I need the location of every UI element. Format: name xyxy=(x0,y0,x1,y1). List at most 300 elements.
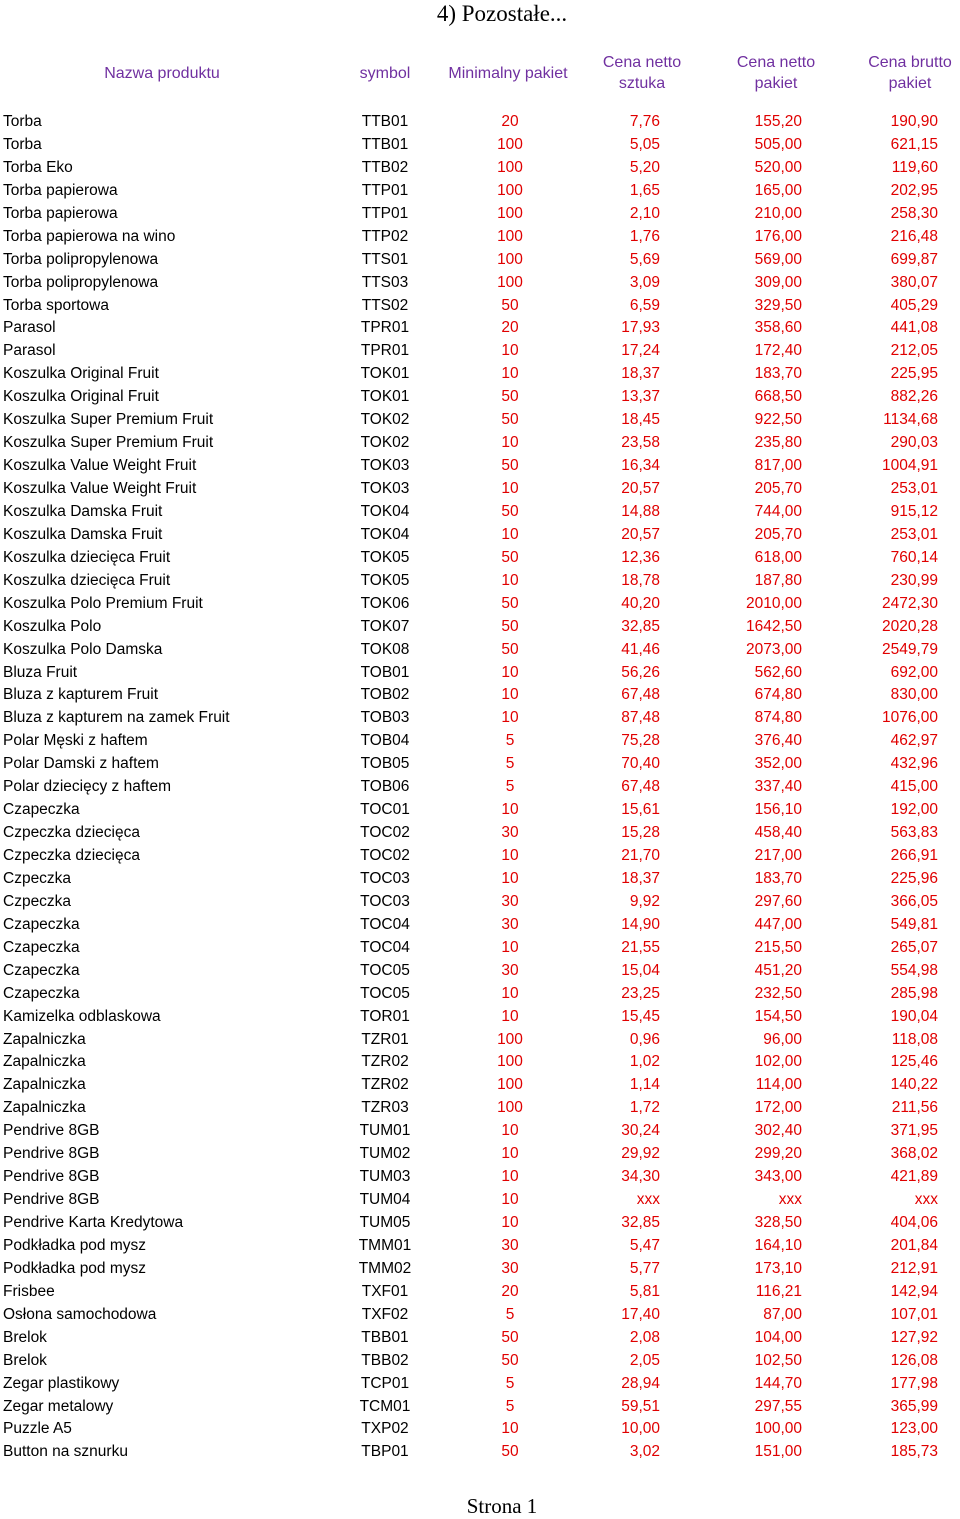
table-row xyxy=(0,914,960,937)
min-package-cell: 10 xyxy=(501,1145,519,1163)
symbol-cell: TBB02 xyxy=(361,1351,409,1369)
net-package-price-cell: 164,10 xyxy=(754,1236,802,1254)
table-row xyxy=(0,1396,960,1419)
table-row xyxy=(0,799,960,822)
symbol-cell: TOK04 xyxy=(360,525,410,543)
table-row xyxy=(0,1418,960,1441)
table-row xyxy=(0,1350,960,1373)
net-unit-price-cell: 2,08 xyxy=(629,1328,660,1346)
symbol-cell: TZR02 xyxy=(361,1076,409,1094)
gross-package-price-cell: 285,98 xyxy=(890,984,938,1002)
product-name-cell: Torba xyxy=(3,113,42,130)
net-package-price-cell: 183,70 xyxy=(754,869,802,887)
net-package-price-cell: 96,00 xyxy=(763,1030,802,1048)
net-package-price-cell: 87,00 xyxy=(763,1305,802,1323)
product-name-cell: Bluza Fruit xyxy=(3,663,78,681)
net-unit-price-cell: 5,05 xyxy=(629,135,660,153)
header-gross-package xyxy=(850,52,960,94)
gross-package-price-cell: 212,91 xyxy=(890,1259,938,1277)
product-name-cell: Koszulka Original Fruit xyxy=(3,388,159,406)
symbol-cell: TOC04 xyxy=(360,938,410,956)
gross-package-price-cell: 216,48 xyxy=(890,227,938,245)
product-name-cell: Czapeczka xyxy=(3,984,80,1002)
table-row xyxy=(0,776,960,799)
product-name-cell: Torba papierowa na wino xyxy=(3,227,176,245)
min-package-cell: 10 xyxy=(501,1007,519,1025)
min-package-cell: 5 xyxy=(505,778,515,796)
min-package-cell: 5 xyxy=(505,755,515,773)
table-row xyxy=(0,730,960,753)
net-unit-price-cell: 5,81 xyxy=(629,1282,660,1300)
table-row xyxy=(0,868,960,891)
net-unit-price-cell: 13,37 xyxy=(621,388,660,406)
net-unit-price-cell: 3,09 xyxy=(629,273,660,291)
gross-package-price-cell: 415,00 xyxy=(890,778,938,796)
net-package-price-cell: 2010,00 xyxy=(745,594,802,612)
product-name-cell: Pendrive 8GB xyxy=(3,1145,100,1163)
table-row xyxy=(0,157,960,180)
min-package-cell: 10 xyxy=(501,663,519,681)
product-name-cell: Czpeczka xyxy=(3,869,72,887)
symbol-cell: TUM01 xyxy=(359,1122,411,1140)
gross-package-price-cell: 405,29 xyxy=(890,296,938,314)
min-package-cell: 50 xyxy=(501,1328,519,1346)
product-name-cell: Koszulka Super Premium Fruit xyxy=(3,434,214,452)
net-package-price-cell: 100,00 xyxy=(754,1420,802,1438)
min-package-cell: 50 xyxy=(501,640,519,658)
net-unit-price-cell: 5,20 xyxy=(629,158,660,176)
gross-package-price-cell: 123,00 xyxy=(890,1420,938,1438)
gross-package-price-cell: 549,81 xyxy=(890,915,938,933)
symbol-cell: TOC01 xyxy=(360,801,410,819)
symbol-cell: TTB02 xyxy=(361,158,409,176)
page-footer: Strona 1 xyxy=(466,1494,538,1518)
gross-package-price-cell: 192,00 xyxy=(890,801,938,819)
gross-package-price-cell: 225,95 xyxy=(890,365,938,383)
gross-package-price-cell: 265,07 xyxy=(890,938,938,956)
product-name-cell: Podkładka pod mysz xyxy=(3,1236,147,1254)
net-unit-price-cell: 75,28 xyxy=(621,732,660,750)
gross-package-price-cell: 1134,68 xyxy=(883,411,938,429)
symbol-cell: TTS01 xyxy=(361,250,409,268)
product-name-cell: Torba papierowa xyxy=(3,204,118,222)
gross-package-price-cell: 118,08 xyxy=(891,1030,938,1048)
symbol-cell: TXF01 xyxy=(361,1282,409,1300)
symbol-cell: TOC02 xyxy=(360,824,410,842)
table-row xyxy=(0,1074,960,1097)
symbol-cell: TOB01 xyxy=(360,663,410,681)
symbol-cell: TMM01 xyxy=(358,1236,412,1254)
net-package-price-cell: 154,50 xyxy=(754,1007,802,1025)
table-row xyxy=(0,1373,960,1396)
header-net-unit-line2: sztuka xyxy=(618,75,666,92)
product-name-cell: Zegar plastikowy xyxy=(3,1374,120,1392)
table-row xyxy=(0,1235,960,1258)
net-package-price-cell: 520,00 xyxy=(754,158,802,176)
symbol-cell: TZR02 xyxy=(361,1053,409,1071)
min-package-cell: 10 xyxy=(501,365,519,383)
gross-package-price-cell: 432,96 xyxy=(890,755,938,773)
gross-package-price-cell: 253,01 xyxy=(890,480,938,497)
product-name-cell: Torba papierowa xyxy=(3,181,118,199)
gross-package-price-cell: 190,90 xyxy=(890,113,938,130)
min-package-cell: 10 xyxy=(501,1122,519,1140)
net-unit-price-cell: 41,46 xyxy=(621,640,660,658)
header-product-name: Nazwa produktu xyxy=(104,65,220,82)
net-package-price-cell: 116,21 xyxy=(755,1282,802,1300)
net-unit-price-cell: 0,96 xyxy=(629,1030,660,1048)
table-row xyxy=(0,1166,960,1189)
table-row xyxy=(0,340,960,363)
header-symbol: symbol xyxy=(359,65,411,82)
symbol-cell: TOK03 xyxy=(360,457,410,475)
product-name-cell: Czapeczka xyxy=(3,938,80,956)
net-package-price-cell: 562,60 xyxy=(754,663,802,681)
table-row xyxy=(0,295,960,318)
symbol-cell: TOK06 xyxy=(360,594,410,612)
gross-package-price-cell: 230,99 xyxy=(890,571,938,589)
symbol-cell: TOC03 xyxy=(360,892,410,910)
min-package-cell: 10 xyxy=(501,1420,519,1438)
net-package-price-cell: 668,50 xyxy=(754,388,802,406)
net-package-price-cell: 744,00 xyxy=(754,502,802,520)
net-unit-price-cell: 1,14 xyxy=(629,1076,660,1094)
net-unit-price-cell: 15,61 xyxy=(621,801,660,819)
net-package-price-cell: 458,40 xyxy=(754,824,802,842)
table-header xyxy=(0,52,960,98)
header-net-package-line1: Cena netto xyxy=(736,54,816,71)
table-row xyxy=(0,1327,960,1350)
table-row xyxy=(0,1304,960,1327)
product-name-cell: Pendrive Karta Kredytowa xyxy=(3,1214,184,1231)
product-name-cell: Torba sportowa xyxy=(3,296,109,314)
net-unit-price-cell: 2,10 xyxy=(629,204,660,222)
table-row xyxy=(0,1258,960,1281)
net-package-price-cell: 302,40 xyxy=(754,1122,802,1140)
table-row xyxy=(0,593,960,616)
symbol-cell: TOK01 xyxy=(360,365,410,383)
gross-package-price-cell: 563,83 xyxy=(890,824,938,842)
gross-package-price-cell: 1076,00 xyxy=(881,709,938,727)
table-row xyxy=(0,226,960,249)
min-package-cell: 50 xyxy=(501,411,519,429)
symbol-cell: TTB01 xyxy=(361,135,409,153)
symbol-cell: TOR01 xyxy=(360,1007,410,1025)
product-name-cell: Polar dziecięcy z haftem xyxy=(3,778,171,796)
gross-package-price-cell: 212,05 xyxy=(890,342,938,360)
net-package-price-cell: 329,50 xyxy=(754,296,802,314)
table-row xyxy=(0,960,960,983)
symbol-cell: TTB01 xyxy=(361,113,409,130)
net-unit-price-cell: 23,58 xyxy=(621,434,660,452)
gross-package-price-cell: 253,01 xyxy=(890,525,938,543)
net-unit-price-cell: 40,20 xyxy=(621,594,660,612)
net-package-price-cell: 176,00 xyxy=(754,227,802,245)
product-name-cell: Koszulka dziecięca Fruit xyxy=(3,571,171,589)
table-row xyxy=(0,891,960,914)
net-package-price-cell: 358,60 xyxy=(754,319,802,337)
net-unit-price-cell: 29,92 xyxy=(621,1145,660,1163)
gross-package-price-cell: 882,26 xyxy=(890,388,938,406)
net-unit-price-cell: 3,02 xyxy=(629,1443,660,1461)
net-package-price-cell: 151,00 xyxy=(754,1443,802,1461)
gross-package-price-cell: 258,30 xyxy=(890,204,938,222)
gross-package-price-cell: 107,01 xyxy=(890,1305,938,1323)
min-package-cell: 30 xyxy=(501,1259,519,1277)
symbol-cell: TOC04 xyxy=(360,915,410,933)
product-name-cell: Polar Męski z haftem xyxy=(3,732,148,750)
table-row xyxy=(0,1143,960,1166)
min-package-cell: 50 xyxy=(501,1351,519,1369)
net-unit-price-cell: 18,45 xyxy=(621,411,660,429)
net-unit-price-cell: 1,65 xyxy=(629,181,660,199)
header-net-package xyxy=(716,52,836,94)
min-package-cell: 20 xyxy=(501,113,519,130)
min-package-cell: 50 xyxy=(501,594,519,612)
table-row xyxy=(0,753,960,776)
net-package-price-cell: 337,40 xyxy=(754,778,802,796)
net-package-price-cell: 173,10 xyxy=(754,1259,802,1277)
min-package-cell: 100 xyxy=(497,250,523,268)
product-name-cell: Koszulka dziecięca Fruit xyxy=(3,548,171,566)
min-package-cell: 100 xyxy=(497,1099,523,1117)
gross-package-price-cell: 2020,28 xyxy=(881,617,938,635)
product-name-cell: Zapalniczka xyxy=(3,1076,86,1094)
product-name-cell: Torba polipropylenowa xyxy=(3,273,159,291)
net-unit-price-cell: 20,57 xyxy=(621,480,660,497)
header-net-unit-line1: Cena netto xyxy=(602,54,682,71)
gross-package-price-cell: 366,05 xyxy=(890,892,938,910)
net-unit-price-cell: 18,78 xyxy=(621,571,660,589)
symbol-cell: TXF02 xyxy=(361,1305,409,1323)
min-package-cell: 10 xyxy=(501,847,519,864)
net-package-price-cell: 451,20 xyxy=(754,961,802,979)
min-package-cell: 10 xyxy=(501,801,519,819)
net-package-price-cell: 2073,00 xyxy=(745,640,802,658)
net-package-price-cell: 205,70 xyxy=(754,525,802,543)
net-package-price-cell: 215,50 xyxy=(754,938,802,956)
symbol-cell: TPR01 xyxy=(360,319,410,337)
min-package-cell: 100 xyxy=(497,227,523,245)
min-package-cell: 100 xyxy=(497,1076,523,1094)
min-package-cell: 5 xyxy=(505,732,515,750)
gross-package-price-cell: 830,00 xyxy=(890,686,938,704)
min-package-cell: 10 xyxy=(501,434,519,452)
net-unit-price-cell: 6,59 xyxy=(629,296,660,314)
product-name-cell: Koszulka Value Weight Fruit xyxy=(3,457,197,475)
symbol-cell: TOC02 xyxy=(360,847,410,864)
min-package-cell: 50 xyxy=(501,502,519,520)
product-name-cell: Koszulka Original Fruit xyxy=(3,365,159,383)
header-gross-package-line2: pakiet xyxy=(888,75,932,92)
min-package-cell: 30 xyxy=(501,961,519,979)
gross-package-price-cell: 915,12 xyxy=(890,502,938,520)
gross-package-price-cell: 365,99 xyxy=(890,1397,938,1415)
net-unit-price-cell: 30,24 xyxy=(621,1122,660,1140)
symbol-cell: TOK04 xyxy=(360,502,410,520)
net-unit-price-cell: 32,85 xyxy=(621,1214,660,1231)
table-row xyxy=(0,478,960,501)
net-unit-price-cell: 34,30 xyxy=(621,1168,660,1186)
header-net-unit xyxy=(582,52,702,94)
net-package-price-cell: 922,50 xyxy=(754,411,802,429)
symbol-cell: TBP01 xyxy=(361,1443,409,1461)
product-name-cell: Bluza z kapturem na zamek Fruit xyxy=(3,709,230,727)
symbol-cell: TTP01 xyxy=(361,181,409,199)
symbol-cell: TUM03 xyxy=(359,1168,411,1186)
min-package-cell: 50 xyxy=(501,388,519,406)
min-package-cell: 100 xyxy=(497,135,523,153)
net-package-price-cell: 352,00 xyxy=(754,755,802,773)
gross-package-price-cell: 404,06 xyxy=(890,1214,938,1231)
table-row xyxy=(0,249,960,272)
symbol-cell: TOK05 xyxy=(360,571,410,589)
symbol-cell: TTP01 xyxy=(361,204,409,222)
net-unit-price-cell: 67,48 xyxy=(621,778,660,796)
net-unit-price-cell: 56,26 xyxy=(621,663,660,681)
product-name-cell: Koszulka Polo xyxy=(3,617,102,635)
symbol-cell: TPR01 xyxy=(360,342,410,360)
net-unit-price-cell: xxx xyxy=(636,1191,660,1209)
symbol-cell: TMM02 xyxy=(358,1259,412,1277)
min-package-cell: 100 xyxy=(497,204,523,222)
table-row xyxy=(0,1006,960,1029)
table-row xyxy=(0,662,960,685)
table-row xyxy=(0,363,960,386)
net-package-price-cell: 309,00 xyxy=(754,273,802,291)
net-package-price-cell: 104,00 xyxy=(754,1328,802,1346)
min-package-cell: 100 xyxy=(497,1030,523,1048)
table-row xyxy=(0,386,960,409)
symbol-cell: TUM02 xyxy=(359,1145,411,1163)
min-package-cell: 30 xyxy=(501,1236,519,1254)
symbol-cell: TOB03 xyxy=(360,709,410,727)
net-package-price-cell: 618,00 xyxy=(754,548,802,566)
table-row xyxy=(0,111,960,134)
net-unit-price-cell: 10,00 xyxy=(621,1420,660,1438)
symbol-cell: TOK02 xyxy=(360,411,410,429)
min-package-cell: 10 xyxy=(501,709,519,727)
product-name-cell: Torba xyxy=(3,135,42,153)
min-package-cell: 50 xyxy=(501,1443,519,1461)
product-name-cell: Torba polipropylenowa xyxy=(3,250,159,268)
table-row xyxy=(0,937,960,960)
gross-package-price-cell: 177,98 xyxy=(890,1374,938,1392)
net-package-price-cell: 817,00 xyxy=(754,457,802,475)
product-name-cell: Polar Damski z haftem xyxy=(3,755,159,773)
symbol-cell: TZR01 xyxy=(361,1030,409,1048)
product-name-cell: Czapeczka xyxy=(3,961,80,979)
product-name-cell: Pendrive 8GB xyxy=(3,1191,100,1209)
product-name-cell: Pendrive 8GB xyxy=(3,1122,100,1140)
product-name-cell: Torba Eko xyxy=(3,158,73,176)
net-unit-price-cell: 5,69 xyxy=(629,250,660,268)
net-unit-price-cell: 5,77 xyxy=(629,1259,660,1277)
net-unit-price-cell: 59,51 xyxy=(621,1397,660,1415)
net-unit-price-cell: 15,45 xyxy=(621,1007,660,1025)
gross-package-price-cell: 266,91 xyxy=(890,847,938,864)
table-row xyxy=(0,822,960,845)
min-package-cell: 10 xyxy=(501,869,519,887)
table-row xyxy=(0,1097,960,1120)
symbol-cell: TCM01 xyxy=(359,1397,411,1415)
gross-package-price-cell: 201,84 xyxy=(890,1236,938,1254)
gross-package-price-cell: 119,60 xyxy=(891,158,938,176)
net-package-price-cell: 183,70 xyxy=(754,365,802,383)
product-name-cell: Kamizelka odblaskowa xyxy=(3,1007,161,1025)
product-name-cell: Czpeczka dziecięca xyxy=(3,847,140,864)
net-unit-price-cell: 17,93 xyxy=(621,319,660,337)
table-row xyxy=(0,983,960,1006)
net-package-price-cell: 874,80 xyxy=(754,709,802,727)
net-package-price-cell: 172,00 xyxy=(754,1099,802,1117)
symbol-cell: TOK08 xyxy=(360,640,410,658)
net-package-price-cell: 165,00 xyxy=(754,181,802,199)
net-unit-price-cell: 1,02 xyxy=(629,1053,660,1071)
symbol-cell: TOK02 xyxy=(360,434,410,452)
net-unit-price-cell: 15,28 xyxy=(621,824,660,842)
net-unit-price-cell: 17,24 xyxy=(621,342,660,360)
min-package-cell: 100 xyxy=(497,181,523,199)
gross-package-price-cell: 142,94 xyxy=(890,1282,938,1300)
gross-package-price-cell: xxx xyxy=(914,1191,938,1209)
table-row xyxy=(0,1029,960,1052)
net-unit-price-cell: 14,90 xyxy=(621,915,660,933)
gross-package-price-cell: 699,87 xyxy=(890,250,938,268)
symbol-cell: TXP02 xyxy=(361,1420,409,1438)
product-name-cell: Puzzle A5 xyxy=(3,1420,72,1438)
symbol-cell: TOC05 xyxy=(360,961,410,979)
net-package-price-cell: xxx xyxy=(778,1191,802,1209)
gross-package-price-cell: 140,22 xyxy=(890,1076,938,1094)
min-package-cell: 10 xyxy=(501,1214,519,1231)
price-table xyxy=(0,111,960,1464)
table-row xyxy=(0,501,960,524)
symbol-cell: TOC03 xyxy=(360,869,410,887)
table-row xyxy=(0,639,960,662)
net-unit-price-cell: 1,76 xyxy=(629,227,660,245)
min-package-cell: 30 xyxy=(501,915,519,933)
product-name-cell: Frisbee xyxy=(3,1282,55,1300)
min-package-cell: 10 xyxy=(501,342,519,360)
min-package-cell: 10 xyxy=(501,984,519,1002)
gross-package-price-cell: 380,07 xyxy=(890,273,938,291)
gross-package-price-cell: 2549,79 xyxy=(881,640,938,658)
page-title: 4) Pozostałe... xyxy=(436,1,568,26)
net-package-price-cell: 235,80 xyxy=(754,434,802,452)
min-package-cell: 5 xyxy=(505,1305,515,1323)
net-package-price-cell: 172,40 xyxy=(754,342,802,360)
product-name-cell: Koszulka Damska Fruit xyxy=(3,502,163,520)
product-name-cell: Brelok xyxy=(3,1351,47,1369)
net-unit-price-cell: 32,85 xyxy=(621,617,660,635)
table-row xyxy=(0,203,960,226)
symbol-cell: TOC05 xyxy=(360,984,410,1002)
product-name-cell: Podkładka pod mysz xyxy=(3,1259,147,1277)
net-package-price-cell: 187,80 xyxy=(754,571,802,589)
symbol-cell: TTP02 xyxy=(361,227,409,245)
product-name-cell: Koszulka Super Premium Fruit xyxy=(3,411,214,429)
min-package-cell: 20 xyxy=(501,319,519,337)
net-unit-price-cell: 2,05 xyxy=(629,1351,660,1369)
min-package-cell: 100 xyxy=(497,273,523,291)
table-row xyxy=(0,684,960,707)
product-name-cell: Koszulka Value Weight Fruit xyxy=(3,480,197,497)
table-row xyxy=(0,1051,960,1074)
min-package-cell: 50 xyxy=(501,617,519,635)
gross-package-price-cell: 462,97 xyxy=(890,732,938,750)
table-row xyxy=(0,180,960,203)
